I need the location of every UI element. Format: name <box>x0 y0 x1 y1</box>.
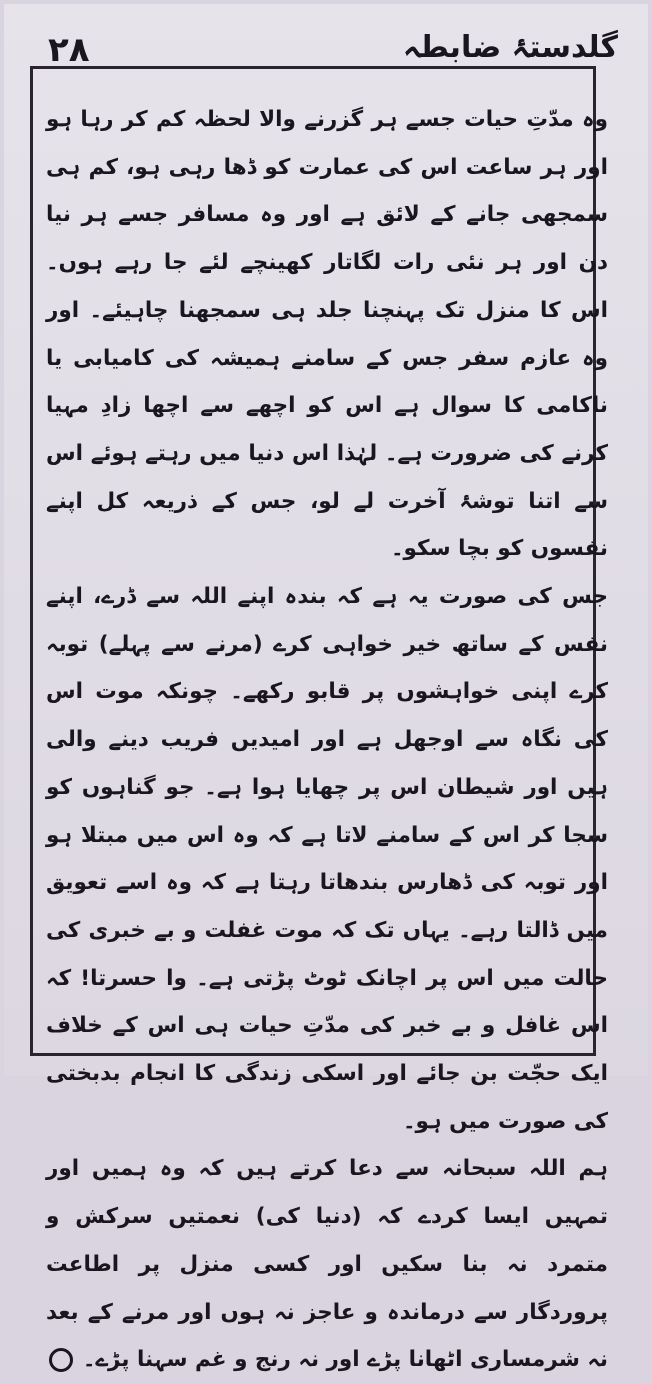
book-title: گلدستۂ ضابطہ <box>402 30 618 65</box>
paragraph: جس کی صورت یہ ہے کہ بندہ اپنے اللہ سے ڈرے، اپنے نفس کے ساتھ خیر خواہی کرے (مرنے سے پہلے) توبہ کرے اپنی خواہشوں پر قابو رکھے۔ چونکہ موت اس کی نگاہ سے اوجھل ہے اور امیدیں فریب دینے والی ہیں اور شیطان اس پر چھایا ہوا ہے۔ جو گناہوں کو سجا کر اس کے سامنے لاتا ہے کہ وہ اس میں مبتلا ہو اور توبہ کی ڈھارس بندھاتا رہتا ہے کہ وہ اسے تعویق میں ڈالتا رہے۔ یہاں تک کہ موت غفلت و بے خبری کی حالت میں اس پر اچانک ٹوٹ پڑتی ہے۔ وا حسرتا! کہ اس غافل و بے خبر کی مدّتِ حیات ہی اس کے خلاف ایک حجّت بن جائے اور اسکی زندگی کا انجام بدبختی کی صورت میں ہو۔ <box>46 584 608 1134</box>
paragraph <box>46 1145 608 1384</box>
paragraph: وہ مدّتِ حیات جسے ہر گزرنے والا لحظہ کم کر رہا ہو اور ہر ساعت اس کی عمارت کو ڈھا رہی ہو، کم ہی سمجھی جانے کے لائق ہے اور وہ مسافر جسے ہر نیا دن اور ہر نئی رات لگاتار کھینچے لئے جا رہے ہوں۔ اس کا منزل تک پہنچنا جلد ہی سمجھنا چاہیئے۔ اور وہ عازم سفر جس کے سامنے ہمیشہ کی کامیابی یا ناکامی کا سوال ہے اس کو اچھے سے اچھا زادِ مہیا کرنے کی ضرورت ہے۔ لہٰذا اس دنیا میں رہتے ہوئے اس سے اتنا توشۂ آخرت لے لو، جس کے ذریعہ کل اپنے نفسوں کو بچا سکو۔ <box>46 107 608 562</box>
body-text <box>46 96 608 1384</box>
end-circle-icon <box>49 1348 73 1372</box>
page-number: ۲۸ <box>48 30 90 70</box>
paragraph-text: ہم اللہ سبحانہ سے دعا کرتے ہیں کہ وہ ہمیں اور تمہیں ایسا کردے کہ (دنیا کی) نعمتیں سرکش و متمرد نہ بنا سکیں اور کسی منزل پر اطاعت پروردگار سے درماندہ و عاجز نہ ہوں اور مرنے کے بعد نہ شرمساری اٹھانا پڑے اور نہ رنج و غم سہنا پڑے۔ <box>46 1156 608 1373</box>
